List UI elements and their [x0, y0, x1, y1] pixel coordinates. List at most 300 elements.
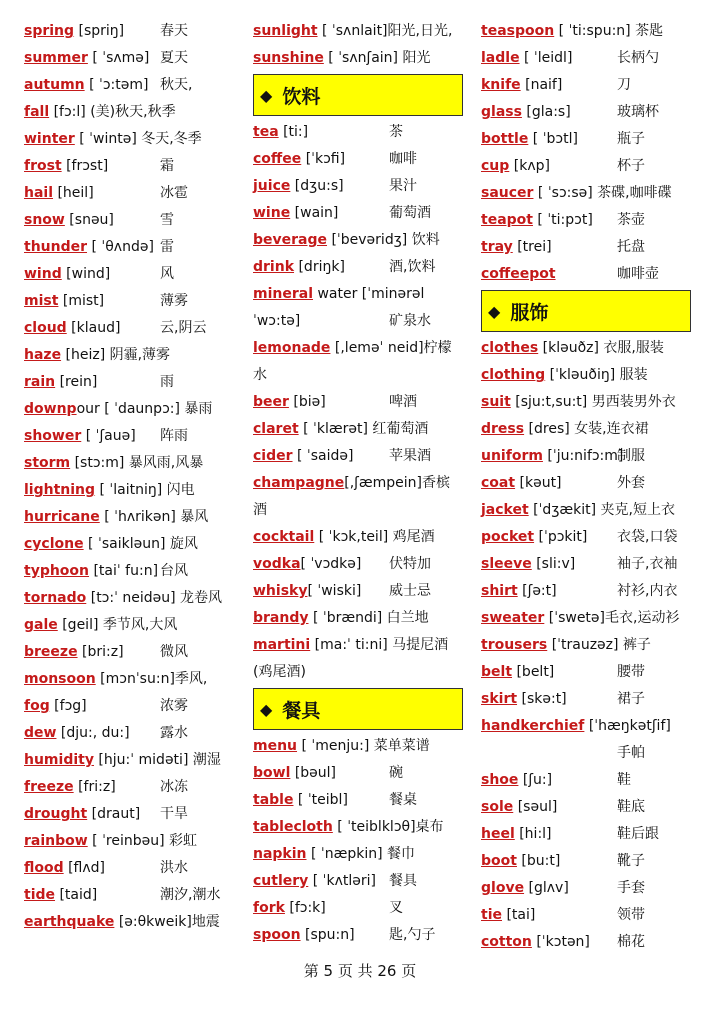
vocab-word: rain	[24, 374, 56, 390]
vocab-pronunciation: [,leməˈ neid]柠檬	[330, 340, 452, 356]
vocab-word: coffeepot	[481, 266, 556, 282]
vocab-meaning: 威士忌	[389, 583, 431, 599]
vocab-pronunciation: [heil]	[53, 185, 94, 201]
vocab-entry	[253, 841, 465, 868]
vocab-pronunciation: [fri:z]	[73, 779, 116, 795]
vocab-word: shower	[24, 428, 82, 444]
vocab-word: fog	[24, 698, 50, 714]
vocab-word: summer	[24, 50, 88, 66]
vocab-pronunciation: [naif]	[520, 77, 563, 93]
vocab-entry	[481, 875, 693, 902]
vocab-word: cocktail	[253, 529, 315, 545]
vocab-entry	[253, 551, 465, 578]
vocab-pronunciation: [dju:, du:]	[56, 725, 130, 741]
vocab-word: trousers	[481, 637, 548, 653]
vocab-meaning: 领带	[617, 907, 645, 923]
vocab-pronunciation: [skə:t]	[517, 691, 567, 707]
vocab-meaning: 衬衫,内衣	[617, 583, 678, 599]
vocab-pronunciation: [stɔ:m] 暴风雨,风暴	[70, 455, 204, 471]
vocab-word: belt	[481, 664, 513, 680]
vocab-entry	[481, 902, 693, 929]
vocab-word: tablecloth	[253, 819, 333, 835]
vocab-entry	[24, 369, 236, 396]
vocab-entry	[481, 794, 693, 821]
vocab-pronunciation: [ʃu:]	[518, 772, 553, 788]
vocab-word: hail	[24, 185, 54, 201]
vocab-pronunciation: [ ˈkɔk,teil] 鸡尾酒	[314, 529, 435, 545]
vocab-meaning: 靴子	[617, 853, 645, 869]
vocab-entry	[481, 659, 693, 686]
vocab-meaning: 洪水	[160, 860, 188, 876]
vocab-word: dress	[481, 421, 525, 437]
vocab-word: cider	[253, 448, 293, 464]
vocab-word: cyclone	[24, 536, 84, 552]
vocab-pronunciation: [hi:l]	[514, 826, 552, 842]
vocab-entry	[24, 126, 236, 153]
vocab-word: mist	[24, 293, 59, 309]
vocab-meaning: 鞋	[617, 772, 631, 788]
vocab-pronunciation: [flʌd]	[63, 860, 106, 876]
vocab-word: whisky	[253, 583, 308, 599]
vocab-entry	[253, 578, 465, 605]
vocab-pronunciation: [ˈswetə]毛衣,运动衫	[544, 610, 680, 626]
vocab-continuation-text: ˈwɔ:tə]	[253, 313, 301, 329]
vocab-entry	[24, 747, 236, 774]
vocab-pronunciation: [ ˈʃauə]	[81, 428, 136, 444]
vocab-pronunciation: [sli:v]	[531, 556, 576, 572]
vocab-word: sunshine	[253, 50, 324, 66]
vocab-meaning: 阵雨	[160, 428, 188, 444]
vocab-word: fork	[253, 900, 285, 916]
vocab-pronunciation: [ ˈlaitniŋ] 闪电	[95, 482, 195, 498]
vocab-meaning: 餐具	[389, 873, 417, 889]
vocab-entry	[481, 443, 693, 470]
vocab-word: tornado	[24, 590, 87, 606]
vocab-word: humidity	[24, 752, 94, 768]
vocab-pronunciation: [ ˈθʌndə]	[87, 239, 154, 255]
vocab-pronunciation: [frɔst]	[61, 158, 109, 174]
vocab-word: juice	[253, 178, 291, 194]
vocab-meaning: 薄雾	[160, 293, 188, 309]
vocab-word: earthquake	[24, 914, 115, 930]
vocab-pronunciation: [ˈhæŋkətʃif]	[584, 718, 671, 734]
vocab-pronunciation: [ ˈreinbəu] 彩虹	[87, 833, 198, 849]
vocab-pronunciation: [ ˈmenju:] 菜单菜谱	[297, 738, 430, 754]
vocab-entry	[481, 234, 693, 261]
vocab-meaning: 鞋底	[617, 799, 645, 815]
vocab-pronunciation: [kləuðz] 衣服,服装	[538, 340, 664, 356]
vocab-entry	[253, 281, 465, 308]
vocab-meaning: 刀	[617, 77, 631, 93]
section-heading-text: 服饰	[510, 301, 549, 324]
vocab-word: uniform	[481, 448, 543, 464]
vocab-word: vodka	[253, 556, 301, 572]
vocab-meaning: 玻璃杯	[617, 104, 659, 120]
vocab-word: winter	[24, 131, 75, 147]
vocab-meaning: 咖啡	[389, 151, 417, 167]
vocab-meaning: 碗	[389, 765, 403, 781]
vocab-pronunciation: [gla:s]	[521, 104, 571, 120]
vocab-word: knife	[481, 77, 521, 93]
vocab-word: coat	[481, 475, 516, 491]
vocab-pronunciation: [ ˈsʌnʃain] 阳光	[323, 50, 431, 66]
vocab-word: skirt	[481, 691, 518, 707]
vocab-entry	[481, 497, 693, 524]
vocab-word: freeze	[24, 779, 74, 795]
vocab-word: coffee	[253, 151, 302, 167]
vocab-entry	[253, 200, 465, 227]
vocab-entry	[24, 666, 236, 693]
vocab-word: sole	[481, 799, 514, 815]
vocab-word: breeze	[24, 644, 78, 660]
vocab-entry	[253, 18, 465, 45]
vocab-entry	[253, 632, 465, 659]
vocab-entry	[481, 126, 693, 153]
vocab-word: champagne	[253, 475, 345, 491]
vocab-pronunciation: [wain]	[290, 205, 339, 221]
vocab-entry	[24, 720, 236, 747]
section-heading-text: 餐具	[282, 699, 321, 722]
vocab-meaning: 浓雾	[160, 698, 188, 714]
vocab-entry	[24, 180, 236, 207]
vocab-word: glove	[481, 880, 525, 896]
vocab-word: flood	[24, 860, 64, 876]
vocab-entry	[481, 713, 693, 740]
vocab-word: storm	[24, 455, 71, 471]
vocab-meaning: 苹果酒	[389, 448, 431, 464]
vocab-meaning: 云,阴云	[160, 320, 207, 336]
vocab-word: tie	[481, 907, 502, 923]
vocab-meaning: 腰带	[617, 664, 645, 680]
vocab-meaning: 袖子,衣袖	[617, 556, 678, 572]
vocab-word: downp	[24, 401, 77, 417]
vocab-word: dew	[24, 725, 57, 741]
vocab-entry	[253, 45, 465, 72]
section-heading	[253, 74, 463, 116]
vocab-pronunciation: [glʌv]	[524, 880, 569, 896]
vocab-meaning: 茶壶	[617, 212, 645, 228]
vocab-pronunciation: [ ˈbɔtl]	[528, 131, 578, 147]
vocab-meaning: 雷	[160, 239, 174, 255]
vocab-word: cloud	[24, 320, 67, 336]
vocab-pronunciation: [fɔ:l] (美)秋天,秋季	[49, 104, 176, 120]
vocab-pronunciation: [ ˈklærət] 红葡萄酒	[298, 421, 429, 437]
vocab-word: table	[253, 792, 294, 808]
vocab-word: shirt	[481, 583, 518, 599]
vocab-pronunciation: [driŋk]	[294, 259, 345, 275]
diamond-icon: ◆	[260, 85, 273, 105]
vocab-entry	[24, 315, 236, 342]
vocab-entry	[24, 882, 236, 909]
vocab-pronunciation: our [ ˈdaunpɔ:] 暴雨	[76, 401, 213, 417]
vocab-word: pocket	[481, 529, 535, 545]
vocab-word: sleeve	[481, 556, 532, 572]
vocab-word: drought	[24, 806, 88, 822]
vocab-meaning: 霜	[160, 158, 174, 174]
vocab-meaning: 风	[160, 266, 174, 282]
vocab-word: autumn	[24, 77, 85, 93]
vocab-entry-continuation	[253, 497, 465, 524]
vocab-meaning: 葡萄酒	[389, 205, 431, 221]
vocab-entry	[24, 18, 236, 45]
vocab-entry	[24, 153, 236, 180]
vocab-meaning: 台风	[160, 563, 188, 579]
vocab-entry	[24, 828, 236, 855]
vocab-word: tea	[253, 124, 279, 140]
vocab-entry	[24, 99, 236, 126]
vocab-pronunciation: [wind]	[61, 266, 111, 282]
vocab-entry	[24, 72, 236, 99]
vocab-entry	[481, 153, 693, 180]
vocab-entry	[253, 868, 465, 895]
vocab-pronunciation: [klaud]	[66, 320, 121, 336]
vocab-word: boot	[481, 853, 517, 869]
vocab-entry	[24, 774, 236, 801]
vocab-entry	[24, 909, 236, 936]
vocab-entry	[24, 585, 236, 612]
vocab-word: glass	[481, 104, 522, 120]
vocab-pronunciation: [ ˈwiski]	[307, 583, 362, 599]
vocab-pronunciation: [sju:t,su:t] 男西装男外衣	[510, 394, 676, 410]
vocab-pronunciation: [rein]	[55, 374, 98, 390]
vocab-entry	[24, 288, 236, 315]
vocab-entry	[481, 848, 693, 875]
vocab-entry	[24, 801, 236, 828]
vocab-word: thunder	[24, 239, 88, 255]
vocab-pronunciation: [taiˈ fu:n]	[89, 563, 159, 579]
vocab-pronunciation: [kʌp]	[509, 158, 550, 174]
vocab-pronunciation: [ ˈsʌnlait]阳光,日光,	[317, 23, 453, 39]
vocab-entry	[253, 254, 465, 281]
vocab-word: cotton	[481, 934, 532, 950]
vocab-pronunciation: [spriŋ]	[74, 23, 125, 39]
vocab-pronunciation: [mist]	[58, 293, 105, 309]
vocab-word: spring	[24, 23, 75, 39]
diamond-icon: ◆	[488, 301, 501, 321]
vocab-meaning: 春天	[160, 23, 188, 39]
vocab-entry	[24, 450, 236, 477]
vocab-word: heel	[481, 826, 515, 842]
vocab-word: bowl	[253, 765, 291, 781]
vocab-word: wine	[253, 205, 291, 221]
vocab-pronunciation: [ ˈsaidə]	[292, 448, 354, 464]
vocab-pronunciation: [ma:ˈ ti:ni] 马提尼酒	[310, 637, 449, 653]
vocab-continuation-text: 水	[253, 367, 267, 383]
vocab-word: spoon	[253, 927, 301, 943]
vocab-pronunciation: [ʃə:t]	[517, 583, 557, 599]
vocab-entry	[481, 767, 693, 794]
vocab-pronunciation: [belt]	[512, 664, 555, 680]
diamond-icon: ◆	[260, 699, 273, 719]
vocab-word: sunlight	[253, 23, 318, 39]
column-1	[24, 18, 236, 936]
vocab-word: wind	[24, 266, 62, 282]
vocab-meaning: 棉花	[617, 934, 645, 950]
vocab-entry	[253, 922, 465, 949]
vocab-entry	[481, 99, 693, 126]
vocab-entry	[24, 612, 236, 639]
vocab-entry	[253, 335, 465, 362]
vocab-pronunciation: [draut]	[87, 806, 141, 822]
vocab-pronunciation: [ˈju:nifɔ:m]	[542, 448, 624, 464]
vocab-word: typhoon	[24, 563, 90, 579]
vocab-word: teaspoon	[481, 23, 555, 39]
vocab-pronunciation: [hju:ˈ midəti] 潮湿	[93, 752, 221, 768]
vocab-pronunciation: [bu:t]	[516, 853, 561, 869]
vocab-word: drink	[253, 259, 295, 275]
vocab-pronunciation: [ ˈbrændi] 白兰地	[308, 610, 429, 626]
vocab-pronunciation: [dʒu:s]	[290, 178, 344, 194]
vocab-entry	[24, 45, 236, 72]
vocab-meaning: 啤酒	[389, 394, 417, 410]
vocab-meaning: 伏特加	[389, 556, 431, 572]
vocab-entry	[253, 787, 465, 814]
vocab-word: tide	[24, 887, 56, 903]
vocab-pronunciation: [ ˈkʌtləri]	[308, 873, 376, 889]
vocab-meaning: 雨	[160, 374, 174, 390]
vocab-entry	[24, 477, 236, 504]
vocab-pronunciation: [ˈkɔfi]	[301, 151, 346, 167]
vocab-word: ladle	[481, 50, 520, 66]
vocab-word: snow	[24, 212, 65, 228]
vocab-entry	[481, 180, 693, 207]
vocab-word: handkerchief	[481, 718, 585, 734]
vocab-pronunciation: [ ˈti:pɔt]	[532, 212, 593, 228]
vocab-meaning: 矿泉水	[389, 313, 431, 329]
vocab-entry	[481, 605, 693, 632]
vocab-meaning: 长柄勺	[617, 50, 659, 66]
vocab-pronunciation: [bri:z]	[77, 644, 124, 660]
vocab-entry-continuation	[253, 362, 465, 389]
vocab-word: napkin	[253, 846, 307, 862]
vocab-entry	[253, 119, 465, 146]
vocab-word: hurricane	[24, 509, 100, 525]
vocab-meaning: 咖啡壶	[617, 266, 659, 282]
vocab-word: menu	[253, 738, 298, 754]
vocab-word: clothing	[481, 367, 546, 383]
vocab-pronunciation: [tɔ:ˈ neidəu] 龙卷风	[86, 590, 223, 606]
vocab-entry	[481, 929, 693, 956]
vocab-pronunciation: [ˈbevəridʒ] 饮料	[327, 232, 440, 248]
vocab-pronunciation: [fɔ:k]	[284, 900, 326, 916]
vocab-entry	[253, 146, 465, 173]
vocab-entry	[253, 416, 465, 443]
vocab-entry	[24, 558, 236, 585]
vocab-pronunciation: [ ˈteiblklɔθ]桌布	[332, 819, 444, 835]
vocab-entry	[481, 18, 693, 45]
vocab-meaning: 制服	[617, 448, 645, 464]
vocab-entry	[24, 207, 236, 234]
vocab-entry	[253, 470, 465, 497]
vocab-entry	[481, 470, 693, 497]
vocab-continuation-text: 酒	[253, 502, 267, 518]
vocab-entry	[253, 760, 465, 787]
vocab-pronunciation: [mɔnˈsu:n]季风,	[95, 671, 208, 687]
vocab-pronunciation: [trei]	[512, 239, 552, 255]
vocab-meaning: 手套	[617, 880, 645, 896]
vocab-pronunciation: [ ˈɔ:təm]	[84, 77, 149, 93]
vocab-meaning: 手帕	[617, 745, 645, 761]
vocab-meaning: 潮汐,潮水	[160, 887, 221, 903]
vocab-entry	[24, 693, 236, 720]
vocab-pronunciation: [ ˈleidl]	[519, 50, 573, 66]
vocab-continuation-text: (鸡尾酒)	[253, 664, 306, 680]
vocab-entry	[253, 733, 465, 760]
vocab-pronunciation: [ ˈsʌmə]	[87, 50, 150, 66]
vocab-meaning: 托盘	[617, 239, 645, 255]
vocab-meaning: 外套	[617, 475, 645, 491]
vocab-entry	[481, 207, 693, 234]
vocab-word: monsoon	[24, 671, 96, 687]
vocab-entry	[481, 45, 693, 72]
vocab-pronunciation: [ˈdʒækit] 夹克,短上衣	[528, 502, 676, 518]
vocab-word: claret	[253, 421, 299, 437]
vocab-entry-continuation	[253, 659, 465, 686]
vocab-meaning: 雪	[160, 212, 174, 228]
vocab-word: lightning	[24, 482, 96, 498]
vocab-meaning: 冰雹	[160, 185, 188, 201]
vocab-word: cutlery	[253, 873, 309, 889]
vocab-word: beer	[253, 394, 289, 410]
vocab-word: gale	[24, 617, 58, 633]
vocab-pronunciation: [ ˈti:spu:n] 茶匙	[554, 23, 664, 39]
vocab-pronunciation: [snəu]	[64, 212, 114, 228]
vocab-pronunciation: [ˈkləuðiŋ] 服装	[545, 367, 648, 383]
vocab-pronunciation: [ ˈteibl]	[293, 792, 348, 808]
page-footer: 第 5 页 共 26 页	[303, 962, 417, 980]
vocab-entry	[253, 814, 465, 841]
vocab-pronunciation: water [ˈminərəl	[313, 286, 425, 302]
vocab-meaning: 冰冻	[160, 779, 188, 795]
vocab-word: tray	[481, 239, 513, 255]
vocab-word: suit	[481, 394, 511, 410]
vocab-meaning: 匙,勺子	[389, 927, 436, 943]
vocab-meaning: 夏天	[160, 50, 188, 66]
vocab-pronunciation: [kəut]	[515, 475, 562, 491]
vocab-entry	[253, 227, 465, 254]
vocab-pronunciation: [ˈtrauzəz] 裤子	[547, 637, 651, 653]
vocab-word: mineral	[253, 286, 313, 302]
vocab-word: cup	[481, 158, 510, 174]
vocab-meaning: 瓶子	[617, 131, 645, 147]
vocab-word: jacket	[481, 502, 529, 518]
vocab-entry-continuation	[481, 740, 693, 767]
vocab-entry	[24, 396, 236, 423]
vocab-entry	[253, 524, 465, 551]
vocab-entry	[481, 686, 693, 713]
vocab-entry	[481, 632, 693, 659]
vocab-word: sweater	[481, 610, 545, 626]
vocab-entry	[253, 605, 465, 632]
vocab-meaning: 餐桌	[389, 792, 417, 808]
vocab-entry-continuation	[253, 308, 465, 335]
vocab-meaning: 鞋后跟	[617, 826, 659, 842]
vocab-word: rainbow	[24, 833, 88, 849]
vocab-entry	[481, 416, 693, 443]
vocab-pronunciation: [ˈkɔtən]	[531, 934, 590, 950]
vocab-meaning: 裙子	[617, 691, 645, 707]
vocab-entry	[481, 821, 693, 848]
vocab-meaning: 杯子	[617, 158, 645, 174]
vocab-pronunciation: [ˈpɔkit]	[534, 529, 588, 545]
vocab-entry	[24, 855, 236, 882]
section-heading	[481, 290, 691, 332]
vocab-pronunciation: [ ˈwintə] 冬天,冬季	[74, 131, 202, 147]
vocab-pronunciation: [ ˈhʌrikən] 暴风	[99, 509, 209, 525]
vocab-word: haze	[24, 347, 62, 363]
vocab-entry	[253, 389, 465, 416]
vocab-entry	[24, 342, 236, 369]
